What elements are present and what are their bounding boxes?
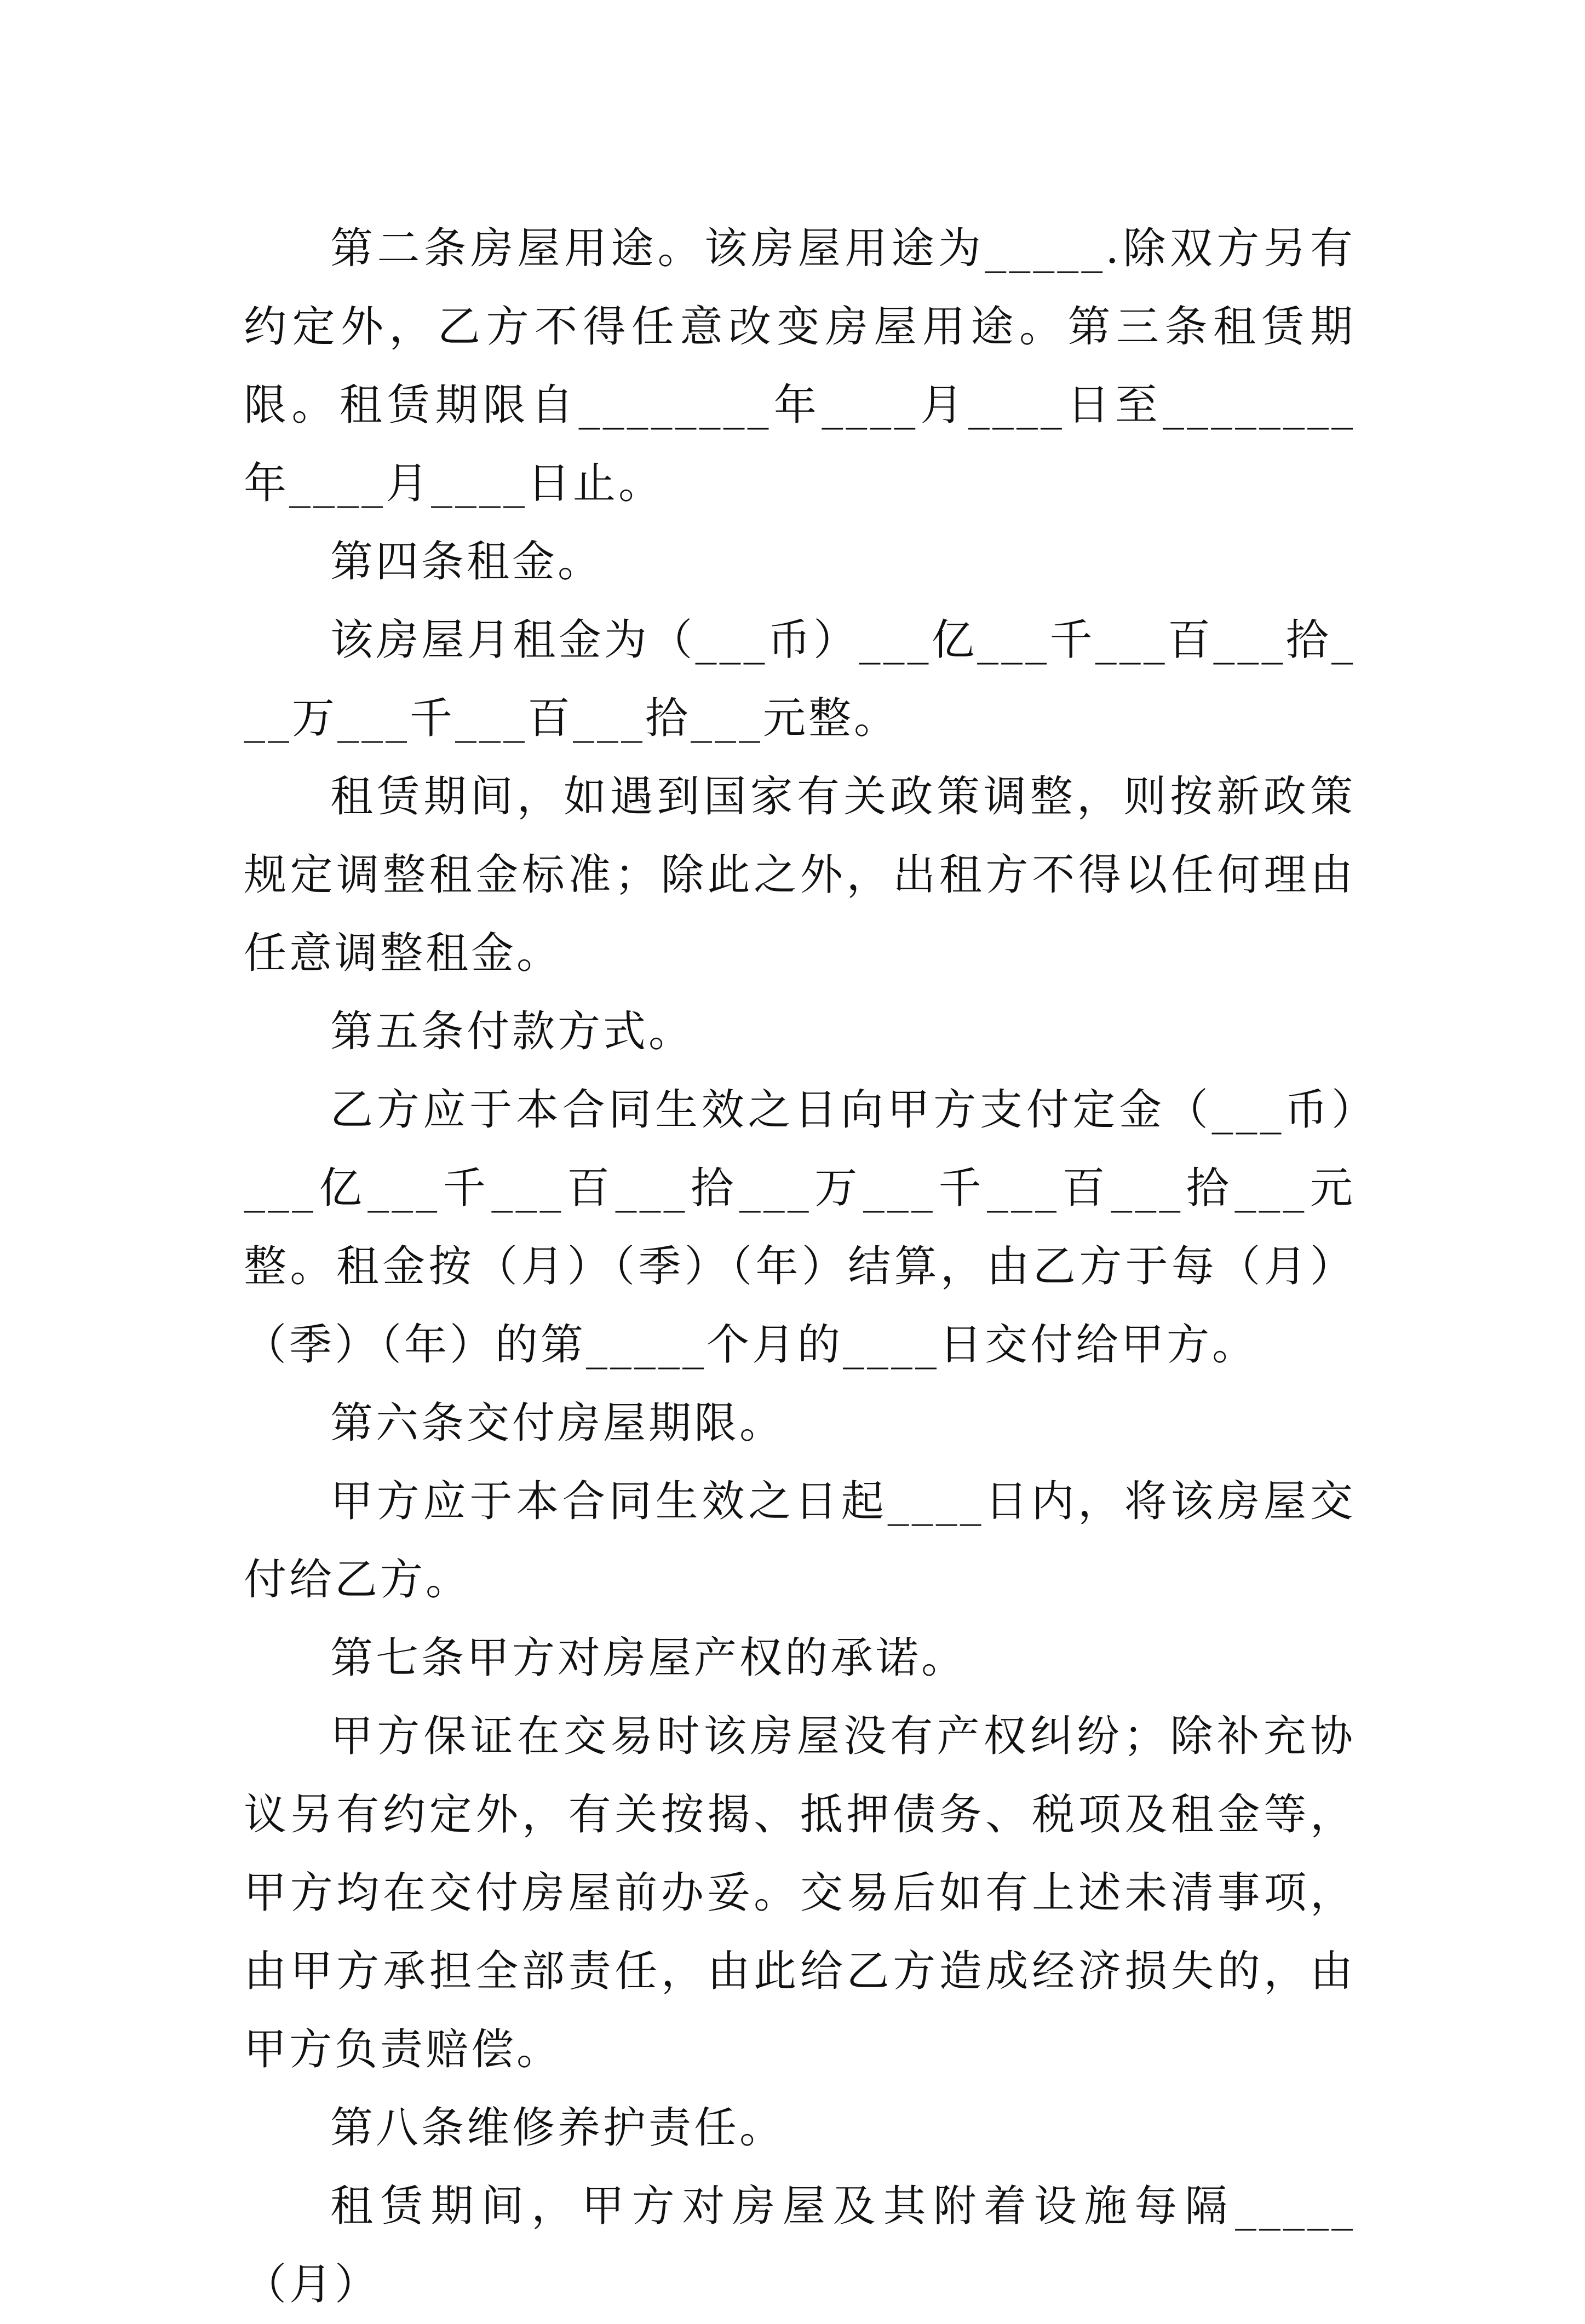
delivery-deadline-paragraph: 甲方应于本合同生效之日起____日内，将该房屋交付给乙方。 bbox=[244, 1477, 1356, 1604]
clause-2-3-paragraph: 第二条房屋用途。该房屋用途为_____.除双方另有约定外，乙方不得任意改变房屋用途。第三条租赁期限。租赁期限自________年____月____日至________年____月____日止。 bbox=[244, 224, 1356, 508]
clause-6-heading: 第六条交付房屋期限。 bbox=[330, 1399, 785, 1448]
payment-method-paragraph: 乙方应于本合同生效之日向甲方支付定金（___币）___亿___千___百___拾___万___千___百___拾___元整。租金按（月）（季）（年）结算，由乙方于每（月）（季）（年）的第_____个月的____日交付给甲方。 bbox=[244, 1085, 1356, 1370]
clause-5-heading: 第五条付款方式。 bbox=[330, 1007, 694, 1056]
rent-adjustment-paragraph: 租赁期间，如遇到国家有关政策调整，则按新政策规定调整租金标准；除此之外，出租方不得以任何理由任意调整租金。 bbox=[244, 772, 1356, 978]
rent-amount-paragraph: 该房屋月租金为（___币）___亿___千___百___拾___万___千___百___拾___元整。 bbox=[244, 615, 1356, 743]
clause-7-heading: 第七条甲方对房屋产权的承诺。 bbox=[330, 1633, 967, 1683]
clause-8-heading: 第八条维修养护责任。 bbox=[330, 2103, 785, 2153]
document-body bbox=[244, 210, 1356, 2324]
maintenance-paragraph: 租赁期间，甲方对房屋及其附着设施每隔_____（月） bbox=[244, 2182, 1356, 2309]
property-rights-paragraph: 甲方保证在交易时该房屋没有产权纠纷；除补充协议另有约定外，有关按揭、抵押债务、税项及租金等，甲方均在交付房屋前办妥。交易后如有上述未清事项，由甲方承担全部责任，由此给乙方造成经济损失的，由甲方负责赔偿。 bbox=[244, 1712, 1356, 2074]
clause-4-heading: 第四条租金。 bbox=[330, 537, 604, 586]
